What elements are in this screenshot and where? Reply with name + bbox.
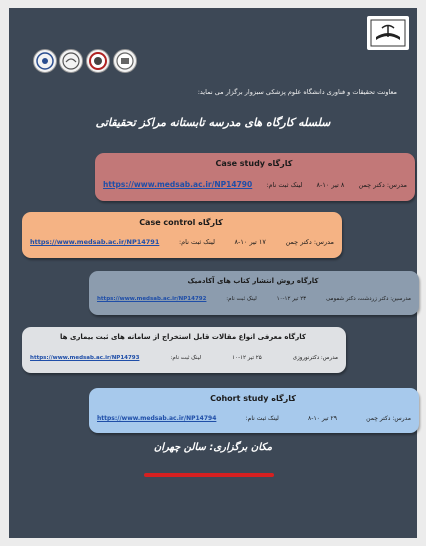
workshop-date: ۲۳ تیر ۱۲-۱۰ — [276, 296, 307, 302]
registration-link[interactable]: https://www.medsab.ac.ir/NP14792 — [97, 296, 207, 302]
partner-logo-icon — [59, 49, 83, 73]
workshop-details — [97, 296, 411, 302]
workshop-title: کارگاه روش انتشار کتاب های آکادمیک — [187, 277, 319, 285]
workshop-details — [30, 355, 338, 361]
registration-label: لینک ثبت نام: — [266, 181, 303, 189]
registration-link[interactable]: https://www.medsab.ac.ir/NP14791 — [30, 238, 160, 246]
workshop-card — [22, 327, 346, 373]
workshop-date: ۲۹ تیر ۱۰-۸ — [308, 415, 337, 422]
registration-label: لینک ثبت نام: — [226, 296, 257, 302]
series-title: سلسله کارگاه های مدرسه تابستانه مراکز تحقیقاتی — [95, 116, 331, 129]
workshop-instructor: مدرس: دکتر چمن — [358, 181, 407, 189]
registration-label: لینک ثبت نام: — [245, 415, 279, 422]
registration-link[interactable]: https://www.medsab.ac.ir/NP14790 — [103, 180, 253, 189]
workshop-title: کارگاه Cohort study — [210, 394, 296, 403]
workshop-details — [30, 238, 334, 246]
announcement-text: معاونت تحقیقات و فناوری دانشگاه علوم پزشکی سبزوار برگزار می نماید: — [197, 88, 397, 96]
partner-logo-icon — [33, 49, 57, 73]
workshop-date: ۲۵ تیر ۱۲-۱۰ — [232, 355, 262, 361]
workshop-title: کارگاه Case study — [215, 159, 293, 168]
workshop-date: ۸ تیر ۱۰-۸ — [316, 181, 345, 189]
workshop-card — [22, 212, 342, 258]
workshop-details — [97, 415, 411, 422]
university-logo-icon — [367, 16, 409, 50]
registration-link[interactable]: https://www.medsab.ac.ir/NP14793 — [30, 355, 140, 361]
partner-logo-icon — [113, 49, 137, 73]
venue-text: مکان برگزاری: سالن چهران — [153, 442, 273, 453]
workshop-instructor: مدرس: دکترنوروزی — [292, 355, 338, 361]
registration-link[interactable]: https://www.medsab.ac.ir/NP14794 — [97, 415, 217, 422]
workshop-instructor: مدرس: دکتر چمن — [366, 415, 411, 422]
workshop-title: کارگاه Case control — [139, 218, 223, 227]
workshop-card — [89, 388, 419, 433]
partner-logo-icon — [86, 49, 110, 73]
red-underline-decoration — [144, 473, 274, 477]
workshop-details — [103, 180, 407, 189]
workshop-date: ۱۷ تیر ۱۰-۸ — [234, 238, 266, 246]
registration-label: لینک ثبت نام: — [178, 238, 215, 246]
workshop-card — [89, 271, 419, 315]
workshop-title: کارگاه معرفی انواع مقالات قابل استخراج از سامانه های ثبت بیماری ها — [60, 333, 306, 341]
poster — [9, 8, 417, 538]
workshop-instructor: مدرس: دکتر چمن — [285, 238, 334, 246]
registration-label: لینک ثبت نام: — [170, 355, 202, 361]
workshop-instructor: مدرسین: دکتر زردشت، دکتر شمومی — [325, 296, 411, 302]
workshop-card — [95, 153, 415, 201]
